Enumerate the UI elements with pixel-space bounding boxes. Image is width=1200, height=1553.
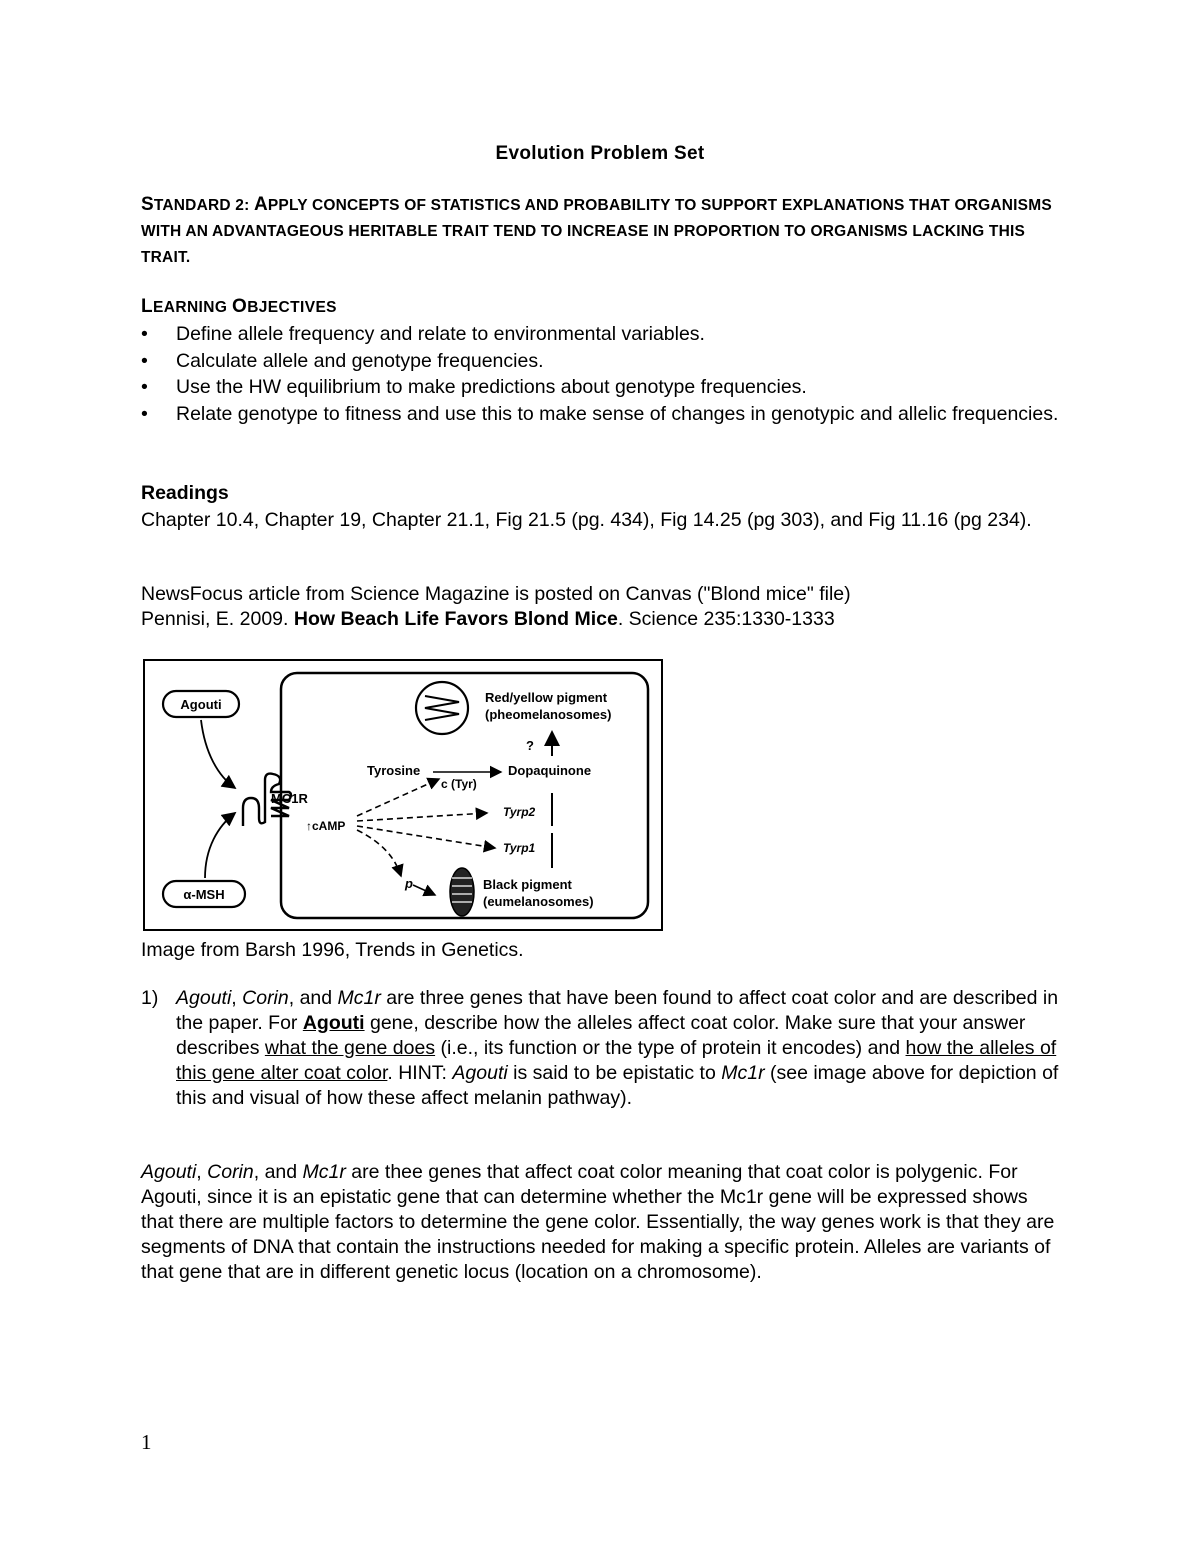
- question-1: [141, 986, 1061, 1111]
- news-line: NewsFocus article from Science Magazine is posted on Canvas ("Blond mice" file): [141, 583, 851, 605]
- alpha-msh-node: [163, 881, 245, 907]
- agouti-node: [163, 691, 239, 717]
- page-number: 1: [141, 1430, 152, 1454]
- camp-label: ↑cAMP: [306, 819, 346, 833]
- svg-text:Agouti: Agouti: [180, 697, 222, 712]
- standard-rest1: TANDARD 2:: [153, 197, 254, 214]
- standard-cap1: S: [141, 194, 154, 215]
- question-label: ?: [526, 738, 534, 753]
- red-pigment-label: Red/yellow pigment: [485, 690, 608, 705]
- bullet-icon: •: [141, 376, 148, 398]
- pheomelanosome-icon: [416, 682, 468, 734]
- question-text: Agouti, Corin, and Mc1r are three genes that have been found to affect coat color and are described in the paper. For Agouti gene, describe how the alleles affect coat color. Make sure that your answer describes what the gene does (i.e., its function or the type of protein it encodes) and how the alleles of this gene alter coat color. HINT: Agouti is said to be epistatic to Mc1r (see image above for depiction of this and visual of how these affect melanin pathway).: [176, 987, 1059, 1109]
- list-item: • Calculate allele and genotype frequencies.: [141, 348, 1071, 375]
- dopaquinone-label: Dopaquinone: [508, 763, 592, 778]
- citation: Pennisi, E. 2009. How Beach Life Favors Blond Mice. Science 235:1330-1333: [141, 608, 835, 630]
- pigment-pathway-figure: [143, 658, 664, 933]
- p-label: p: [405, 876, 413, 891]
- page-title: Evolution Problem Set: [495, 143, 705, 164]
- tyrp2-label: Tyrp2: [503, 805, 536, 819]
- readings-text: Chapter 10.4, Chapter 19, Chapter 21.1, Fig 21.5 (pg. 434), Fig 14.25 (pg 303), and Fig 11.16 (pg 234).: [141, 509, 1032, 531]
- svg-text:α-MSH: α-MSH: [183, 887, 225, 902]
- list-item: • Use the HW equilibrium to make predictions about genotype frequencies.: [141, 374, 1071, 401]
- standard-statement: [141, 192, 1061, 271]
- bullet-icon: •: [141, 349, 148, 372]
- standard-rest2: PPLY CONCEPTS OF STATISTICS AND PROBABILITY TO SUPPORT EXPLANATIONS THAT ORGANISMS WITH AN ADVANTAGEOUS HERITABLE TRAIT TEND TO INCREASE IN PROPORTION TO ORGANISMS LACKING THIS TRAIT.: [141, 197, 1052, 266]
- figure-caption: Image from Barsh 1996, Trends in Genetics.: [141, 939, 524, 961]
- black-pigment-label: Black pigment: [483, 877, 572, 892]
- ctyr-label: c (Tyr): [441, 777, 477, 791]
- citation-title: How Beach Life Favors Blond Mice: [293, 608, 618, 630]
- standard-cap2: A: [253, 194, 268, 215]
- bullet-icon: •: [141, 402, 148, 425]
- readings-heading: Readings: [141, 482, 229, 504]
- eumelanosome-icon: [450, 868, 474, 916]
- tyrp1-label: Tyrp1: [503, 841, 536, 855]
- tyrosine-label: Tyrosine: [367, 763, 421, 778]
- learning-objectives-list: [141, 321, 1071, 427]
- news-article: [141, 582, 1061, 632]
- mc1r-label: MC1R: [271, 791, 308, 806]
- pheomelanosomes-label: (pheomelanosomes): [485, 707, 612, 722]
- learning-objectives-heading: LEARNING OBJECTIVES: [141, 296, 337, 317]
- list-item: • Relate genotype to fitness and use this to make sense of changes in genotypic and allelic frequencies.: [141, 401, 1071, 428]
- bullet-icon: •: [141, 323, 148, 345]
- question-number: 1): [141, 987, 159, 1009]
- list-item: • Define allele frequency and relate to environmental variables.: [141, 321, 1071, 348]
- eumelanosomes-label: (eumelanosomes): [483, 894, 594, 909]
- answer-text: Agouti, Corin, and Mc1r are thee genes that affect coat color meaning that coat color is polygenic. For Agouti, since it is an epistatic gene that can determine whether the Mc1r gene will be expressed shows that there are multiple factors to determine the gene color. Essentially, the way genes work is that they are segments of DNA that contain the instructions needed for making a specific protein. Alleles are variants of that gene that are in different genetic locus (location on a chromosome).: [141, 1161, 1055, 1283]
